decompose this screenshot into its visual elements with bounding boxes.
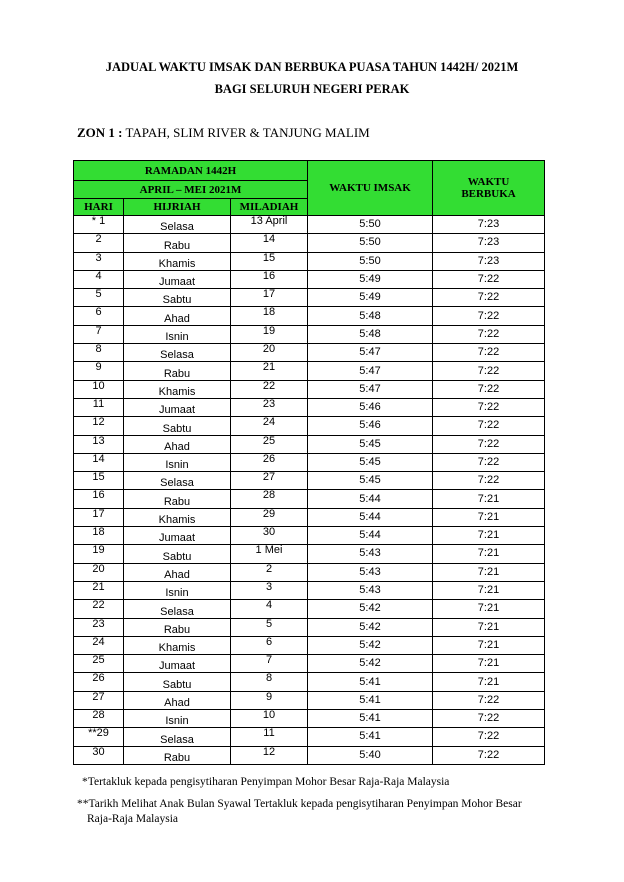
cell-hijriah: Sabtu: [124, 289, 231, 307]
cell-miladiah: 5: [231, 618, 308, 636]
table-row: [74, 453, 545, 471]
cell-berbuka: 7:22: [433, 270, 545, 288]
cell-miladiah: 11: [231, 728, 308, 746]
cell-miladiah: 23: [231, 398, 308, 416]
cell-berbuka: 7:22: [433, 307, 545, 325]
header-hari: HARI: [74, 199, 124, 216]
cell-berbuka: 7:23: [433, 252, 545, 270]
cell-imsak: 5:47: [308, 362, 433, 380]
cell-miladiah: 18: [231, 307, 308, 325]
cell-hijriah: Ahad: [124, 435, 231, 453]
cell-hijriah: Sabtu: [124, 673, 231, 691]
cell-hijriah: Khamis: [124, 508, 231, 526]
cell-miladiah: 24: [231, 417, 308, 435]
table-row: [74, 710, 545, 728]
cell-miladiah: 10: [231, 710, 308, 728]
cell-berbuka: 7:22: [433, 289, 545, 307]
cell-imsak: 5:44: [308, 490, 433, 508]
cell-berbuka: 7:22: [433, 362, 545, 380]
cell-berbuka: 7:22: [433, 380, 545, 398]
table-row: [74, 380, 545, 398]
cell-imsak: 5:41: [308, 710, 433, 728]
table-row: [74, 490, 545, 508]
cell-imsak: 5:42: [308, 655, 433, 673]
header-hijriah: HIJRIAH: [124, 199, 231, 216]
cell-hari: 23: [74, 618, 124, 636]
cell-berbuka: 7:21: [433, 618, 545, 636]
cell-miladiah: 21: [231, 362, 308, 380]
cell-berbuka: 7:22: [433, 417, 545, 435]
header-miladiah: MILADIAH: [231, 199, 308, 216]
header-imsak: WAKTU IMSAK: [308, 161, 433, 216]
cell-imsak: 5:41: [308, 728, 433, 746]
cell-miladiah: 16: [231, 270, 308, 288]
cell-miladiah: 26: [231, 453, 308, 471]
cell-miladiah: 3: [231, 581, 308, 599]
cell-berbuka: 7:22: [433, 691, 545, 709]
cell-hari: 18: [74, 527, 124, 545]
cell-imsak: 5:45: [308, 453, 433, 471]
cell-hijriah: Khamis: [124, 380, 231, 398]
cell-miladiah: 29: [231, 508, 308, 526]
table-row: [74, 545, 545, 563]
cell-imsak: 5:40: [308, 746, 433, 764]
table-row: [74, 252, 545, 270]
cell-berbuka: 7:21: [433, 600, 545, 618]
cell-hari: 14: [74, 453, 124, 471]
cell-hari: 15: [74, 472, 124, 490]
schedule-table: [73, 160, 545, 765]
table-row: [74, 600, 545, 618]
cell-hijriah: Isnin: [124, 325, 231, 343]
cell-miladiah: 30: [231, 527, 308, 545]
cell-miladiah: 7: [231, 655, 308, 673]
cell-miladiah: 28: [231, 490, 308, 508]
cell-hari: 28: [74, 710, 124, 728]
table-row: [74, 325, 545, 343]
cell-imsak: 5:48: [308, 307, 433, 325]
cell-miladiah: 2: [231, 563, 308, 581]
cell-imsak: 5:47: [308, 380, 433, 398]
cell-imsak: 5:50: [308, 252, 433, 270]
cell-hari: 12: [74, 417, 124, 435]
cell-imsak: 5:42: [308, 600, 433, 618]
zone-heading: [77, 125, 370, 141]
cell-hari: 30: [74, 746, 124, 764]
cell-hari: 25: [74, 655, 124, 673]
cell-imsak: 5:49: [308, 289, 433, 307]
cell-berbuka: 7:21: [433, 673, 545, 691]
cell-imsak: 5:43: [308, 545, 433, 563]
table-row: [74, 581, 545, 599]
cell-hari: 11: [74, 398, 124, 416]
header-ramadan: RAMADAN 1442H: [74, 161, 308, 181]
cell-hari: 24: [74, 636, 124, 654]
cell-berbuka: 7:22: [433, 472, 545, 490]
cell-imsak: 5:44: [308, 508, 433, 526]
header-berbuka-line2: BERBUKA: [461, 188, 516, 200]
table-row: [74, 270, 545, 288]
cell-berbuka: 7:21: [433, 636, 545, 654]
cell-miladiah: 20: [231, 344, 308, 362]
cell-hijriah: Rabu: [124, 618, 231, 636]
cell-berbuka: 7:22: [433, 325, 545, 343]
cell-hijriah: Selasa: [124, 600, 231, 618]
footnote-2-line2: Raja-Raja Malaysia: [87, 813, 179, 825]
cell-hijriah: Khamis: [124, 636, 231, 654]
cell-imsak: 5:45: [308, 472, 433, 490]
table-row: [74, 307, 545, 325]
table-row: [74, 234, 545, 252]
table-row: [74, 216, 545, 234]
cell-hijriah: Sabtu: [124, 545, 231, 563]
cell-imsak: 5:43: [308, 581, 433, 599]
cell-hijriah: Selasa: [124, 472, 231, 490]
cell-berbuka: 7:22: [433, 728, 545, 746]
cell-berbuka: 7:22: [433, 453, 545, 471]
cell-hijriah: Jumaat: [124, 270, 231, 288]
cell-berbuka: 7:21: [433, 490, 545, 508]
cell-miladiah: 8: [231, 673, 308, 691]
cell-miladiah: 27: [231, 472, 308, 490]
table-row: [74, 636, 545, 654]
table-row: [74, 746, 545, 764]
cell-miladiah: 9: [231, 691, 308, 709]
cell-berbuka: 7:21: [433, 527, 545, 545]
cell-hari: 17: [74, 508, 124, 526]
footnote-1: *Tertakluk kepada pengisytiharan Penyimpan Mohor Besar Raja-Raja Malaysia: [82, 776, 450, 788]
table-row: [74, 398, 545, 416]
cell-berbuka: 7:22: [433, 746, 545, 764]
cell-miladiah: 14: [231, 234, 308, 252]
cell-miladiah: 15: [231, 252, 308, 270]
cell-hijriah: Isnin: [124, 710, 231, 728]
cell-hijriah: Selasa: [124, 344, 231, 362]
cell-hijriah: Selasa: [124, 216, 231, 234]
cell-imsak: 5:47: [308, 344, 433, 362]
cell-miladiah: 6: [231, 636, 308, 654]
cell-imsak: 5:42: [308, 618, 433, 636]
cell-imsak: 5:43: [308, 563, 433, 581]
cell-hari: * 1: [74, 216, 124, 234]
cell-hari: 10: [74, 380, 124, 398]
cell-hijriah: Sabtu: [124, 417, 231, 435]
cell-hijriah: Ahad: [124, 307, 231, 325]
cell-hari: 13: [74, 435, 124, 453]
cell-hijriah: Khamis: [124, 252, 231, 270]
cell-berbuka: 7:22: [433, 398, 545, 416]
cell-hari: 6: [74, 307, 124, 325]
table-row: [74, 435, 545, 453]
cell-miladiah: 19: [231, 325, 308, 343]
cell-imsak: 5:46: [308, 398, 433, 416]
table-row: [74, 728, 545, 746]
table-row: [74, 344, 545, 362]
cell-hijriah: Jumaat: [124, 398, 231, 416]
table-row: [74, 618, 545, 636]
header-months: APRIL – MEI 2021M: [74, 181, 308, 199]
header-berbuka-line1: WAKTU: [467, 176, 510, 188]
cell-imsak: 5:49: [308, 270, 433, 288]
cell-hari: 26: [74, 673, 124, 691]
cell-berbuka: 7:22: [433, 344, 545, 362]
cell-hijriah: Rabu: [124, 362, 231, 380]
table-row: [74, 417, 545, 435]
cell-berbuka: 7:21: [433, 508, 545, 526]
cell-miladiah: 12: [231, 746, 308, 764]
document-subtitle: BAGI SELURUH NEGERI PERAK: [214, 82, 410, 96]
table-row: [74, 508, 545, 526]
cell-hijriah: Jumaat: [124, 527, 231, 545]
cell-berbuka: 7:22: [433, 710, 545, 728]
cell-hijriah: Jumaat: [124, 655, 231, 673]
cell-hijriah: Ahad: [124, 691, 231, 709]
cell-imsak: 5:42: [308, 636, 433, 654]
cell-hari: 2: [74, 234, 124, 252]
cell-hari: 9: [74, 362, 124, 380]
cell-hijriah: Selasa: [124, 728, 231, 746]
cell-imsak: 5:50: [308, 234, 433, 252]
cell-imsak: 5:44: [308, 527, 433, 545]
table-row: [74, 362, 545, 380]
cell-miladiah: 4: [231, 600, 308, 618]
cell-imsak: 5:45: [308, 435, 433, 453]
table-row: [74, 289, 545, 307]
cell-berbuka: 7:21: [433, 655, 545, 673]
table-row: [74, 527, 545, 545]
cell-hari: 22: [74, 600, 124, 618]
cell-berbuka: 7:23: [433, 216, 545, 234]
cell-hari: 7: [74, 325, 124, 343]
cell-berbuka: 7:21: [433, 563, 545, 581]
cell-hari: 8: [74, 344, 124, 362]
cell-hari: 21: [74, 581, 124, 599]
cell-hari: 5: [74, 289, 124, 307]
cell-imsak: 5:46: [308, 417, 433, 435]
cell-hari: 4: [74, 270, 124, 288]
cell-imsak: 5:48: [308, 325, 433, 343]
cell-imsak: 5:41: [308, 691, 433, 709]
cell-berbuka: 7:21: [433, 581, 545, 599]
table-row: [74, 472, 545, 490]
cell-hari: 16: [74, 490, 124, 508]
zone-name: TAPAH, SLIM RIVER & TANJUNG MALIM: [125, 125, 370, 140]
cell-hari: 27: [74, 691, 124, 709]
footnote-2: [77, 797, 557, 827]
cell-hijriah: Rabu: [124, 490, 231, 508]
cell-berbuka: 7:23: [433, 234, 545, 252]
cell-hari: 20: [74, 563, 124, 581]
document-title: JADUAL WAKTU IMSAK DAN BERBUKA PUASA TAHUN 1442H/ 2021M: [105, 60, 519, 74]
cell-hijriah: Rabu: [124, 234, 231, 252]
cell-berbuka: 7:22: [433, 435, 545, 453]
cell-hari: 3: [74, 252, 124, 270]
table-row: [74, 673, 545, 691]
cell-hari: **29: [74, 728, 124, 746]
cell-hijriah: Isnin: [124, 453, 231, 471]
header-berbuka: [433, 161, 545, 216]
cell-imsak: 5:41: [308, 673, 433, 691]
cell-hijriah: Isnin: [124, 581, 231, 599]
cell-imsak: 5:50: [308, 216, 433, 234]
schedule-rows: [74, 216, 545, 765]
cell-miladiah: 1 Mei: [231, 545, 308, 563]
cell-miladiah: 13 April: [231, 216, 308, 234]
cell-hari: 19: [74, 545, 124, 563]
cell-hijriah: Rabu: [124, 746, 231, 764]
zone-label: ZON 1 :: [77, 125, 123, 140]
cell-miladiah: 17: [231, 289, 308, 307]
cell-miladiah: 25: [231, 435, 308, 453]
footnote-2-line1: **Tarikh Melihat Anak Bulan Syawal Tertakluk kepada pengisytiharan Penyimpan Mohor Besar: [77, 798, 522, 810]
cell-berbuka: 7:21: [433, 545, 545, 563]
table-row: [74, 691, 545, 709]
table-row: [74, 563, 545, 581]
table-row: [74, 655, 545, 673]
cell-miladiah: 22: [231, 380, 308, 398]
cell-hijriah: Ahad: [124, 563, 231, 581]
